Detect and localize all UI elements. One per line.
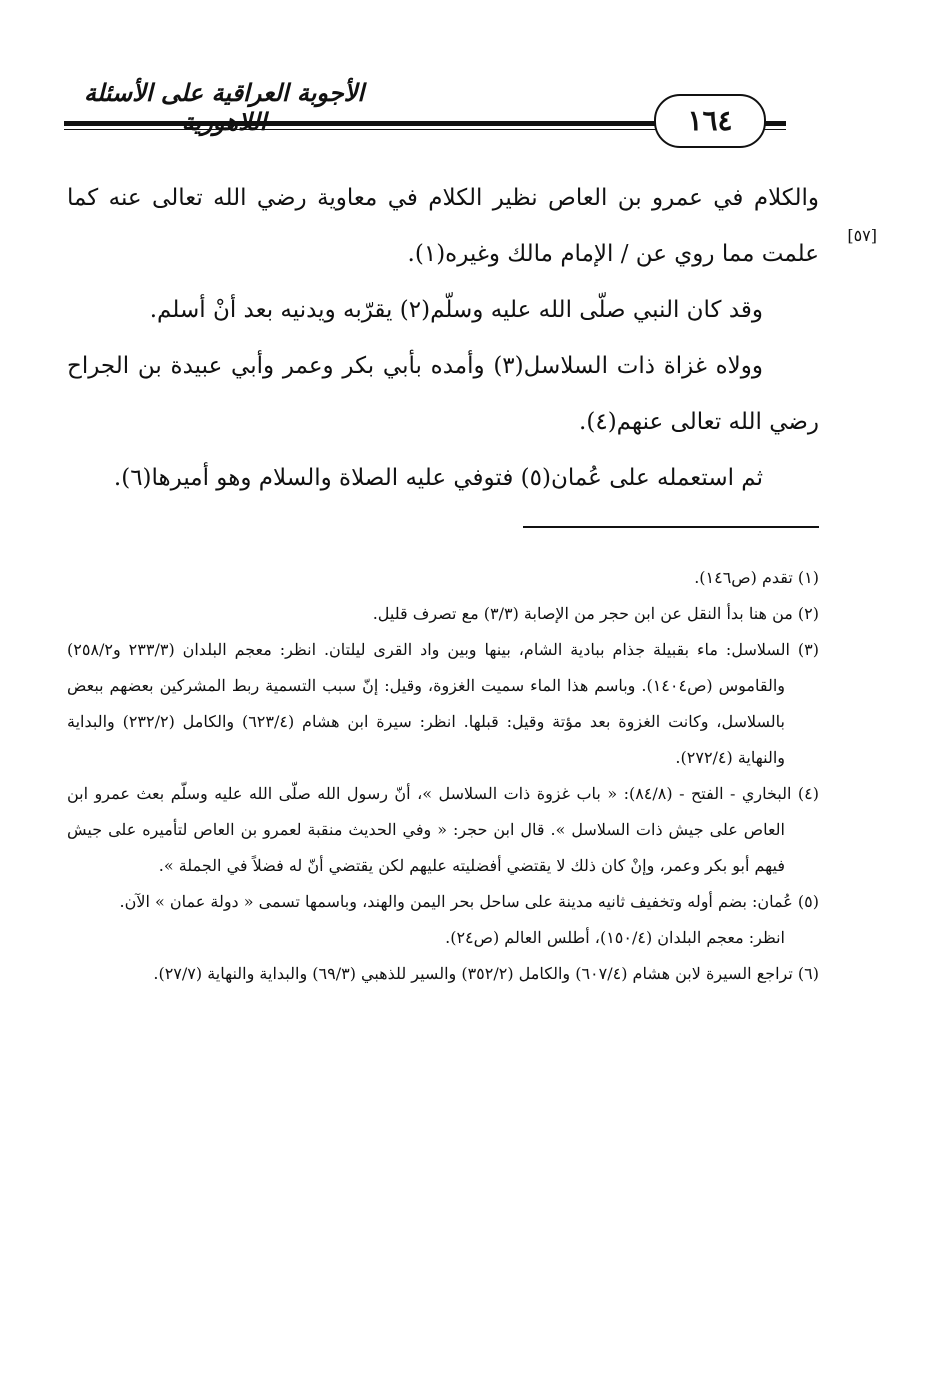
- footnote-continuation: انظر: معجم البلدان (١٥٠/٤)، أطلس العالم (ص٢٤).: [445, 928, 785, 947]
- main-text: [67, 170, 819, 506]
- body-paragraph: وولاه غزاة ذات السلاسل(٣) وأمده بأبي بكر وعمر وأبي عبيدة بن الجراح رضي الله تعالى عنهم(٤).: [67, 353, 819, 435]
- manuscript-page-marker: [٥٧]: [847, 226, 877, 245]
- footnote: (٤) البخاري - الفتح - (٨٤/٨): « باب غزوة ذات السلاسل »، أنّ رسول الله صلّى الله عليه وسلّم بعث عمرو ابن العاص على جيش ذات السلاسل ». قال ابن حجر: « وفي الحديث منقبة لعمرو بن العاص لتأميره على جيش فيهم أبو بكر وعمر، وإنْ كان ذلك لا يقتضي أفضليته عليهم لكن يقتضي أنّ له فضلاً في الجملة ».: [67, 784, 819, 875]
- page-header: [64, 70, 786, 137]
- body-paragraph: وقد كان النبي صلّى الله عليه وسلّم(٢) يقرّبه ويدنيه بعد أنْ أسلم.: [149, 297, 763, 323]
- footnote: (٢) من هنا بدأ النقل عن ابن حجر من الإصابة (٣/٣) مع تصرف قليل.: [372, 604, 819, 623]
- footnote: (٣) السلاسل: ماء بقبيلة جذام ببادية الشام، بينها وبين واد القرى ليلتان. انظر: معجم البلدان (٢٣٣/٣ و٢٥٨/٢) والقاموس (ص١٤٠٤). وباسم هذا الماء سميت الغزوة، وقيل: إنّ سبب التسمية ربط المشركين بعضهم ببعض بالسلاسل، وكانت الغزوة بعد مؤتة وقيل: قبلها. انظر: سيرة ابن هشام (٦٢٣/٤) والكامل (٢٣٢/٢) والبداية والنهاية (٢٧٢/٤).: [67, 640, 819, 767]
- footnote: (١) تقدم (ص١٤٦).: [694, 568, 819, 587]
- footnote: (٥) عُمان: بضم أوله وتخفيف ثانيه مدينة على ساحل بحر اليمن والهند، وباسمها تسمى « دولة عمان » الآن.: [119, 892, 819, 911]
- body-paragraph: ثم استعمله على عُمان(٥) فتوفي عليه الصلاة والسلام وهو أميرها(٦).: [113, 465, 763, 491]
- running-title: الأجوبة العراقية على الأسئلة: [83, 78, 365, 107]
- footnote: (٦) تراجع السيرة لابن هشام (٦٠٧/٤) والكامل (٣٥٢/٢) والسير للذهبي (٦٩/٣) والبداية والنهاية (٢٧/٧).: [153, 964, 819, 983]
- page-number-badge: ١٦٤: [654, 94, 766, 148]
- body-paragraph: والكلام في عمرو بن العاص نظير الكلام في معاوية رضي الله تعالى عنه كما علمت مما روي عن / الإمام مالك وغيره(١).: [67, 185, 819, 267]
- footnote-separator: [523, 526, 819, 528]
- footnotes: [67, 560, 819, 992]
